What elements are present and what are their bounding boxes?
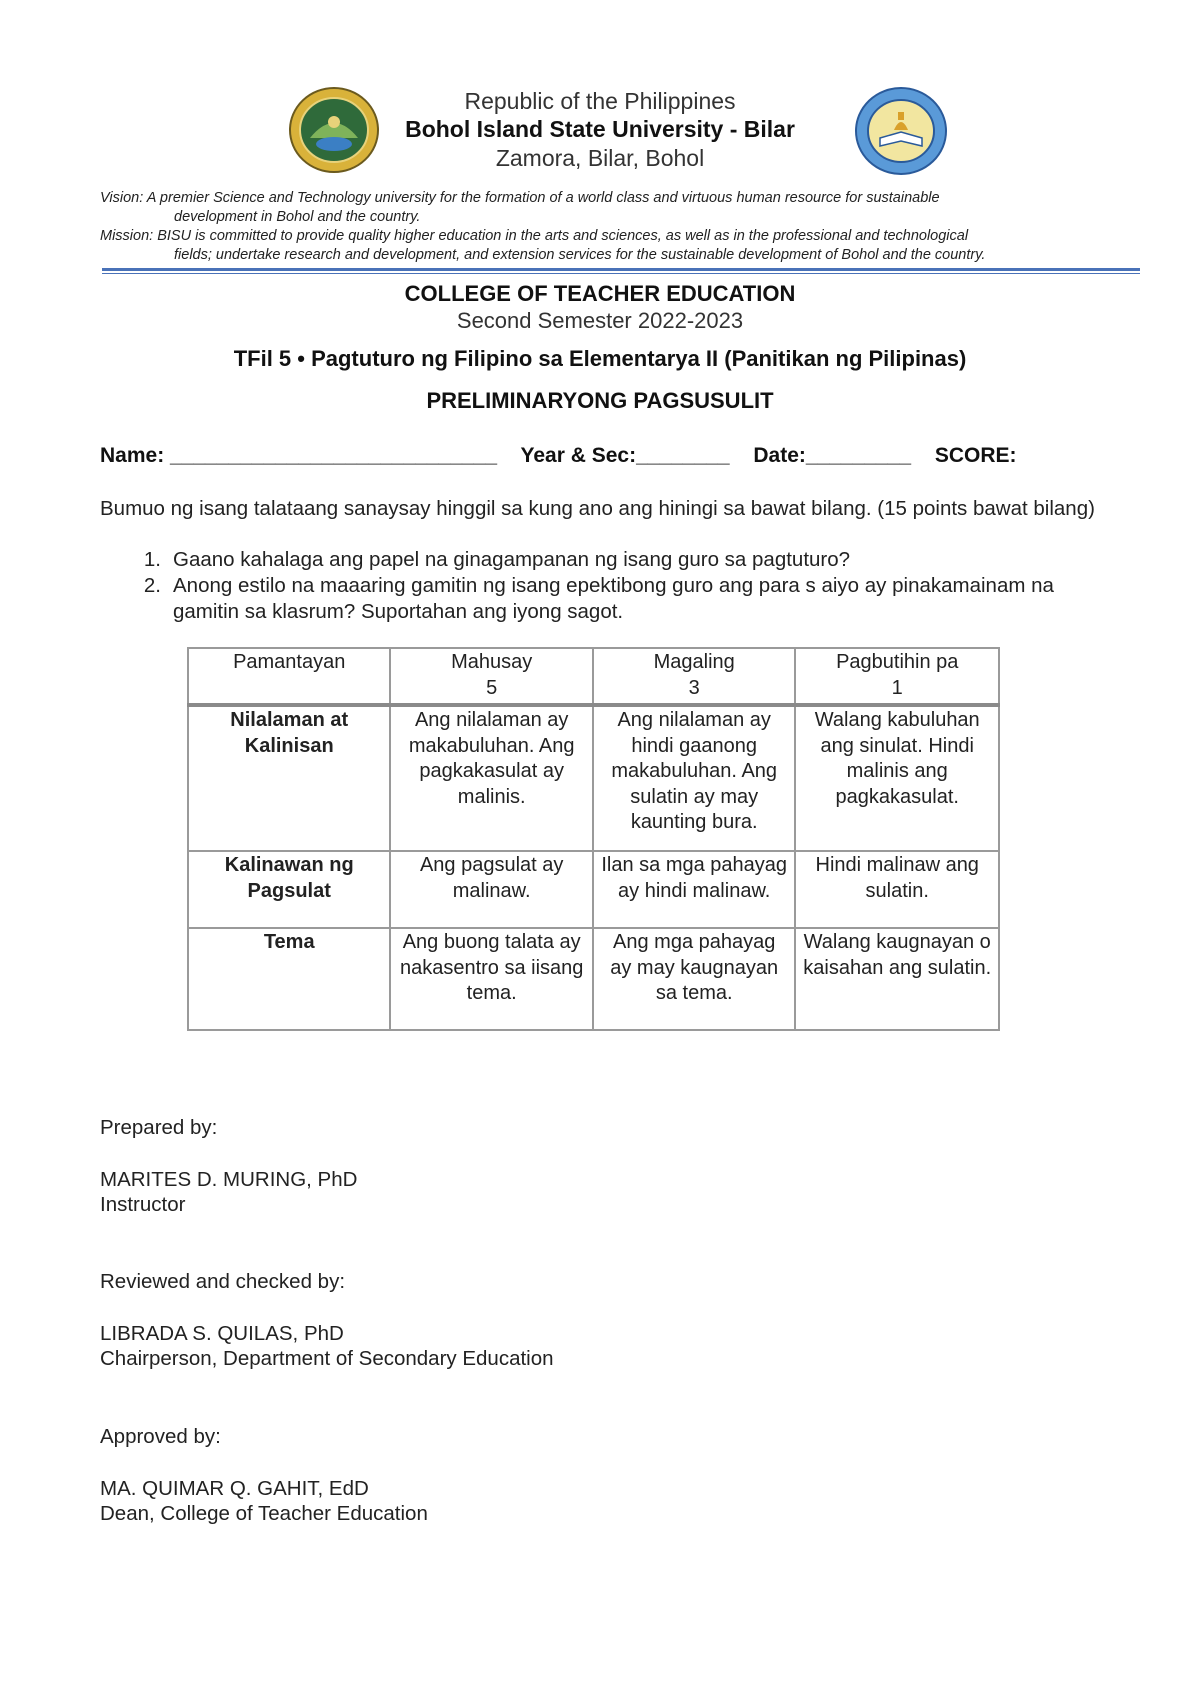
date-field[interactable]: Date:_________ xyxy=(753,444,911,467)
rubric-cell: Ang mga pahayag ay may kaugnayan sa tema. xyxy=(593,928,796,1030)
vision-text-line1: A premier Science and Technology university for the formation of a world class and virtuous human resource for sustainable xyxy=(146,190,940,206)
question-item xyxy=(100,547,1120,573)
question-list xyxy=(100,547,1120,625)
rubric-header-row xyxy=(188,648,999,705)
student-info-line xyxy=(100,444,1035,468)
question-number: 1. xyxy=(143,548,161,571)
university-name: Bohol Island State University - Bilar xyxy=(405,116,795,142)
rubric-table xyxy=(187,647,1000,1031)
instructions-text: Bumuo ng isang talataang sanaysay hinggil sa kung ano ang hiningi sa bawat bilang. (15 points bawat bilang) xyxy=(100,497,1095,520)
rubric-header-cell: Pamantayan xyxy=(188,648,390,705)
rubric-cell: Ang nilalaman ay hindi gaanong makabuluhan. Ang sulatin ay may kaunting bura. xyxy=(593,705,796,851)
course-title: TFil 5 • Pagtuturo ng Filipino sa Elementarya II (Panitikan ng Pilipinas) xyxy=(233,346,967,371)
rubric-header-cell: Mahusay 5 xyxy=(390,648,593,705)
criterion-cell: Tema xyxy=(188,928,390,1030)
prepared-by-label: Prepared by: xyxy=(100,1116,218,1139)
table-row xyxy=(188,851,999,928)
year-sec-field[interactable]: Year & Sec:________ xyxy=(520,444,730,467)
criterion-cell: Kalinawan ng Pagsulat xyxy=(188,851,390,928)
prepared-by-title: Instructor xyxy=(100,1193,186,1216)
mission-text-line1: BISU is committed to provide quality higher education in the arts and sciences, as well as in the professional and technological xyxy=(157,228,969,244)
rubric-cell: Walang kabuluhan ang sinulat. Hindi malinis ang pagkakasulat. xyxy=(795,705,999,851)
score-field[interactable]: SCORE: xyxy=(934,444,1017,467)
vision-statement xyxy=(100,189,1118,227)
question-text: Gaano kahalaga ang papel na ginagampanan ng isang guro sa pagtuturo? xyxy=(173,548,851,571)
rubric-header-cell: Magaling 3 xyxy=(593,648,796,705)
name-field[interactable]: Name: ____________________________ xyxy=(100,444,498,467)
reviewed-by-label: Reviewed and checked by: xyxy=(100,1270,346,1293)
header-divider-thin xyxy=(102,273,1140,274)
vision-text-line2: development in Bohol and the country. xyxy=(174,209,421,225)
college-title: COLLEGE OF TEACHER EDUCATION xyxy=(404,281,796,306)
vision-label: Vision: xyxy=(100,190,144,206)
mission-label: Mission: xyxy=(100,228,154,244)
rubric-cell: Walang kaugnayan o kaisahan ang sulatin. xyxy=(795,928,999,1030)
reviewed-by-title: Chairperson, Department of Secondary Education xyxy=(100,1347,554,1370)
mission-statement xyxy=(100,227,1118,265)
mission-text-line2: fields; undertake research and development, and extension services for the sustainable development of Bohol and the country. xyxy=(174,247,986,263)
rubric-cell: Hindi malinaw ang sulatin. xyxy=(795,851,999,928)
approved-by-title: Dean, College of Teacher Education xyxy=(100,1502,428,1525)
approved-by-name: MA. QUIMAR Q. GAHIT, EdD xyxy=(100,1477,369,1500)
rubric-header-cell: Pagbutihin pa 1 xyxy=(795,648,999,705)
semester-label: Second Semester 2022-2023 xyxy=(456,308,744,333)
approved-by-label: Approved by: xyxy=(100,1425,221,1448)
rubric-cell: Ang pagsulat ay malinaw. xyxy=(390,851,593,928)
rubric-cell: Ang nilalaman ay makabuluhan. Ang pagkakasulat ay malinis. xyxy=(390,705,593,851)
question-text: Anong estilo na maaaring gamitin ng isang epektibong guro ang para s aiyo ay pinakamainam na gamitin sa klasrum? Suportahan ang iyong sagot. xyxy=(173,574,1054,623)
table-row xyxy=(188,928,999,1030)
prepared-by-name: MARITES D. MURING, PhD xyxy=(100,1168,358,1191)
question-number: 2. xyxy=(143,574,161,597)
question-item xyxy=(100,573,1120,625)
table-row xyxy=(188,705,999,851)
rubric-cell: Ilan sa mga pahayag ay hindi malinaw. xyxy=(593,851,796,928)
criterion-cell: Nilalaman at Kalinisan xyxy=(188,705,390,851)
country-heading: Republic of the Philippines xyxy=(464,88,736,114)
exam-title: PRELIMINARYONG PAGSUSULIT xyxy=(426,388,774,413)
university-address: Zamora, Bilar, Bohol xyxy=(495,145,705,171)
reviewed-by-name: LIBRADA S. QUILAS, PhD xyxy=(100,1322,344,1345)
rubric-cell: Ang buong talata ay nakasentro sa iisang tema. xyxy=(390,928,593,1030)
header-divider xyxy=(102,268,1140,271)
